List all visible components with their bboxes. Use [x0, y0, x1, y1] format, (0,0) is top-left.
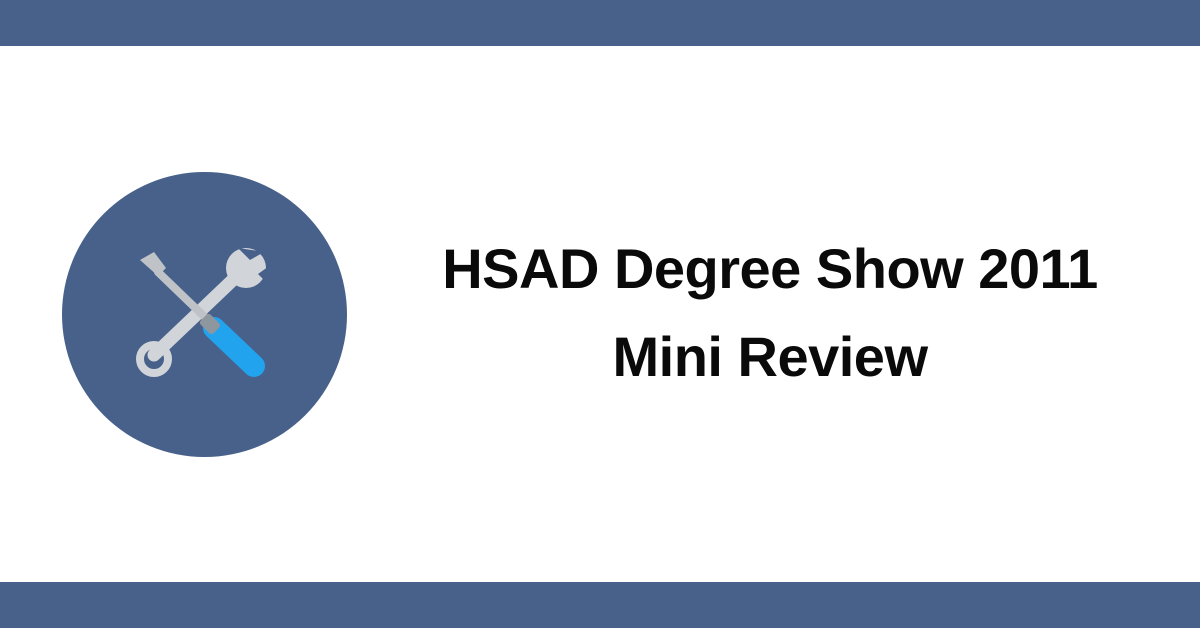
tools-emblem [62, 172, 347, 457]
top-band [0, 0, 1200, 46]
page-title [340, 225, 1200, 401]
tools-icon [62, 172, 347, 457]
title-line-2: Mini Review [612, 325, 928, 388]
bottom-band [0, 582, 1200, 628]
title-line-1: HSAD Degree Show 2011 [442, 237, 1098, 300]
